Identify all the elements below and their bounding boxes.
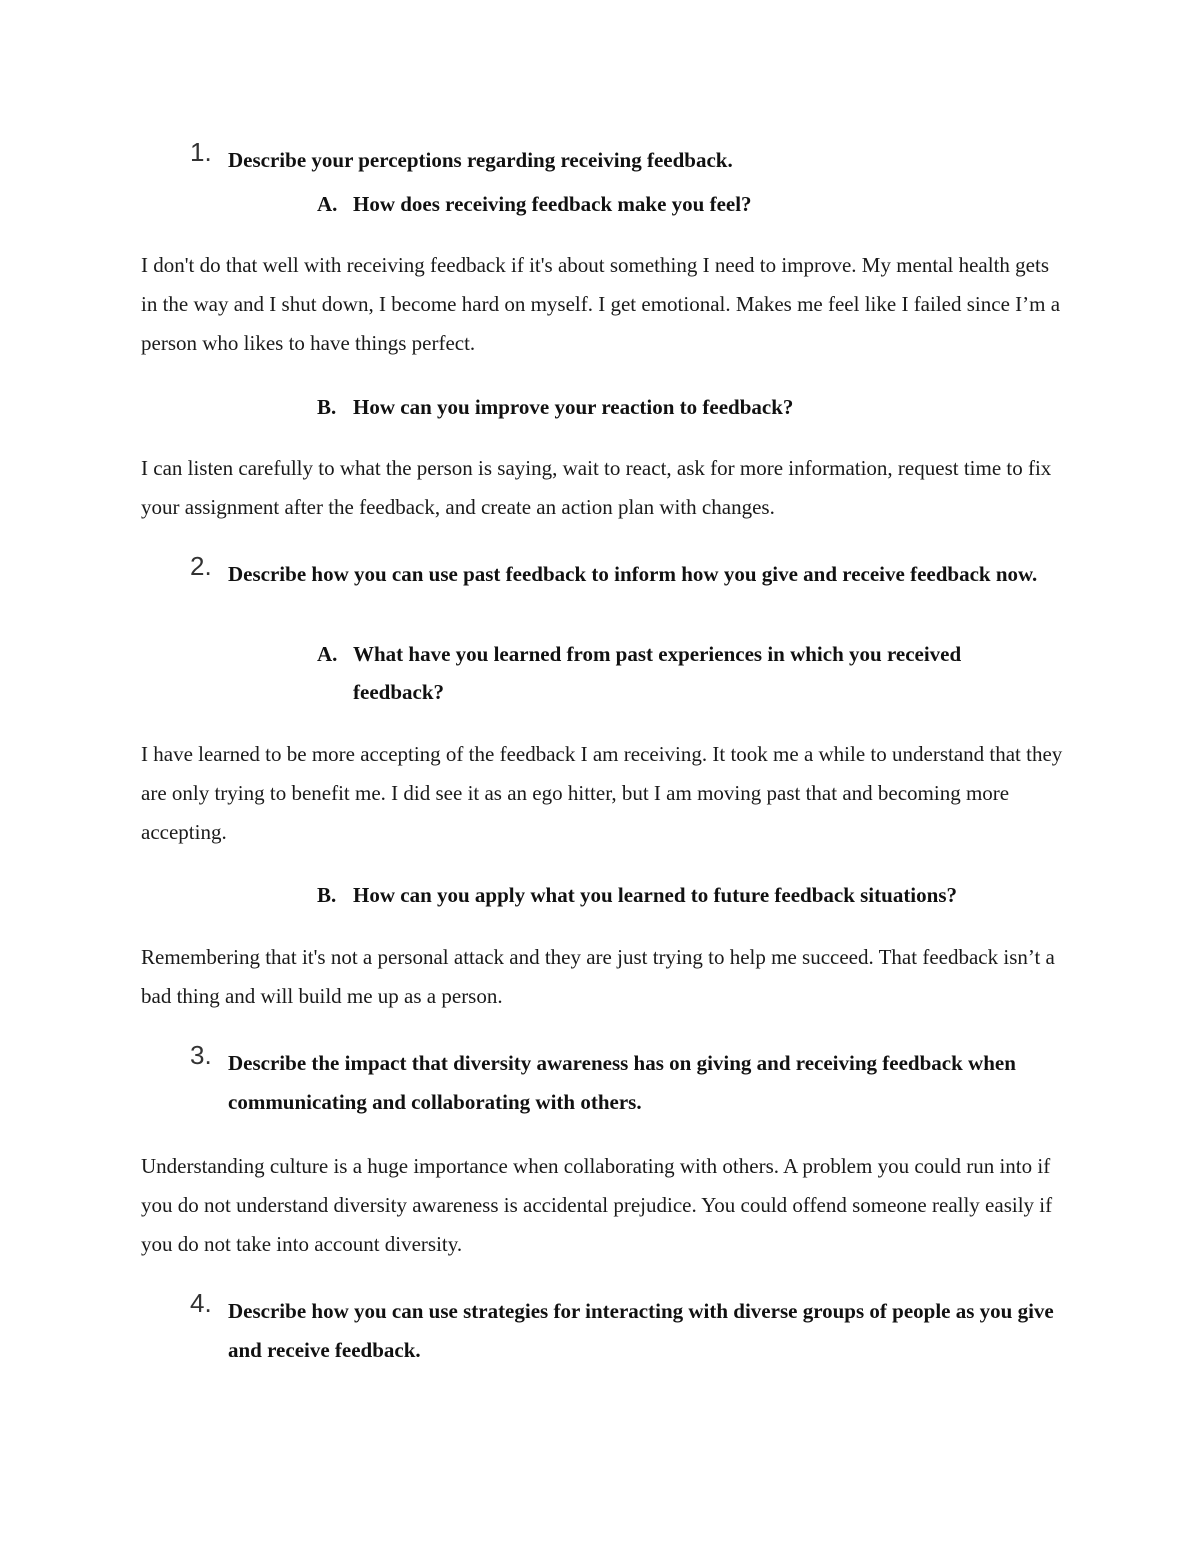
sub-question-letter: B.: [317, 395, 337, 419]
question-3: [190, 1040, 1090, 1122]
question-1-sub-a: [317, 185, 1077, 223]
sub-question-text: How does receiving feedback make you feel?: [353, 192, 752, 216]
question-2-sub-a: [317, 635, 1077, 711]
question-text: Describe your perceptions regarding receiving feedback.: [228, 148, 733, 172]
question-number: 4.: [190, 1288, 212, 1318]
question-number: 3.: [190, 1040, 212, 1070]
answer-2a: I have learned to be more accepting of the feedback I am receiving. It took me a while to understand that they are only trying to benefit me. I did see it as an ego hitter, but I am moving past that and becoming more accepting.: [141, 742, 1063, 844]
question-text: Describe how you can use strategies for interacting with diverse groups of people as you give and receive feedback.: [228, 1299, 1054, 1362]
answer-3: Understanding culture is a huge importance when collaborating with others. A problem you could run into if you do not understand diversity awareness is accidental prejudice. You could offend someone really easily if you do not take into account diversity.: [141, 1154, 1053, 1256]
question-2-sub-b: [317, 876, 1077, 914]
question-text: Describe how you can use past feedback to inform how you give and receive feedback now.: [228, 562, 1038, 586]
question-number: 1.: [190, 137, 212, 167]
question-1-sub-b: [317, 388, 1077, 426]
sub-question-letter: B.: [317, 883, 337, 907]
answer-2b: Remembering that it's not a personal attack and they are just trying to help me succeed. That feedback isn’t a bad thing and will build me up as a person.: [141, 945, 1055, 1008]
question-number: 2.: [190, 551, 212, 581]
question-text: Describe the impact that diversity awareness has on giving and receiving feedback when communicating and collaborating with others.: [228, 1051, 1016, 1114]
sub-question-text: How can you improve your reaction to feedback?: [353, 395, 794, 419]
sub-question-text: How can you apply what you learned to future feedback situations?: [353, 883, 957, 907]
answer-1a: I don't do that well with receiving feedback if it's about something I need to improve. My mental health gets in the way and I shut down, I become hard on myself. I get emotional. Makes me feel like I failed since I’m a person who likes to have things perfect.: [141, 253, 1061, 355]
answer-1b: I can listen carefully to what the person is saying, wait to react, ask for more information, request time to fix your assignment after the feedback, and create an action plan with changes.: [141, 456, 1052, 519]
sub-question-text: What have you learned from past experiences in which you received feedback?: [353, 642, 962, 704]
question-1: [190, 137, 1090, 180]
question-2: [190, 551, 1090, 594]
sub-question-letter: A.: [317, 642, 338, 666]
question-4: [190, 1288, 1090, 1370]
sub-question-letter: A.: [317, 192, 338, 216]
